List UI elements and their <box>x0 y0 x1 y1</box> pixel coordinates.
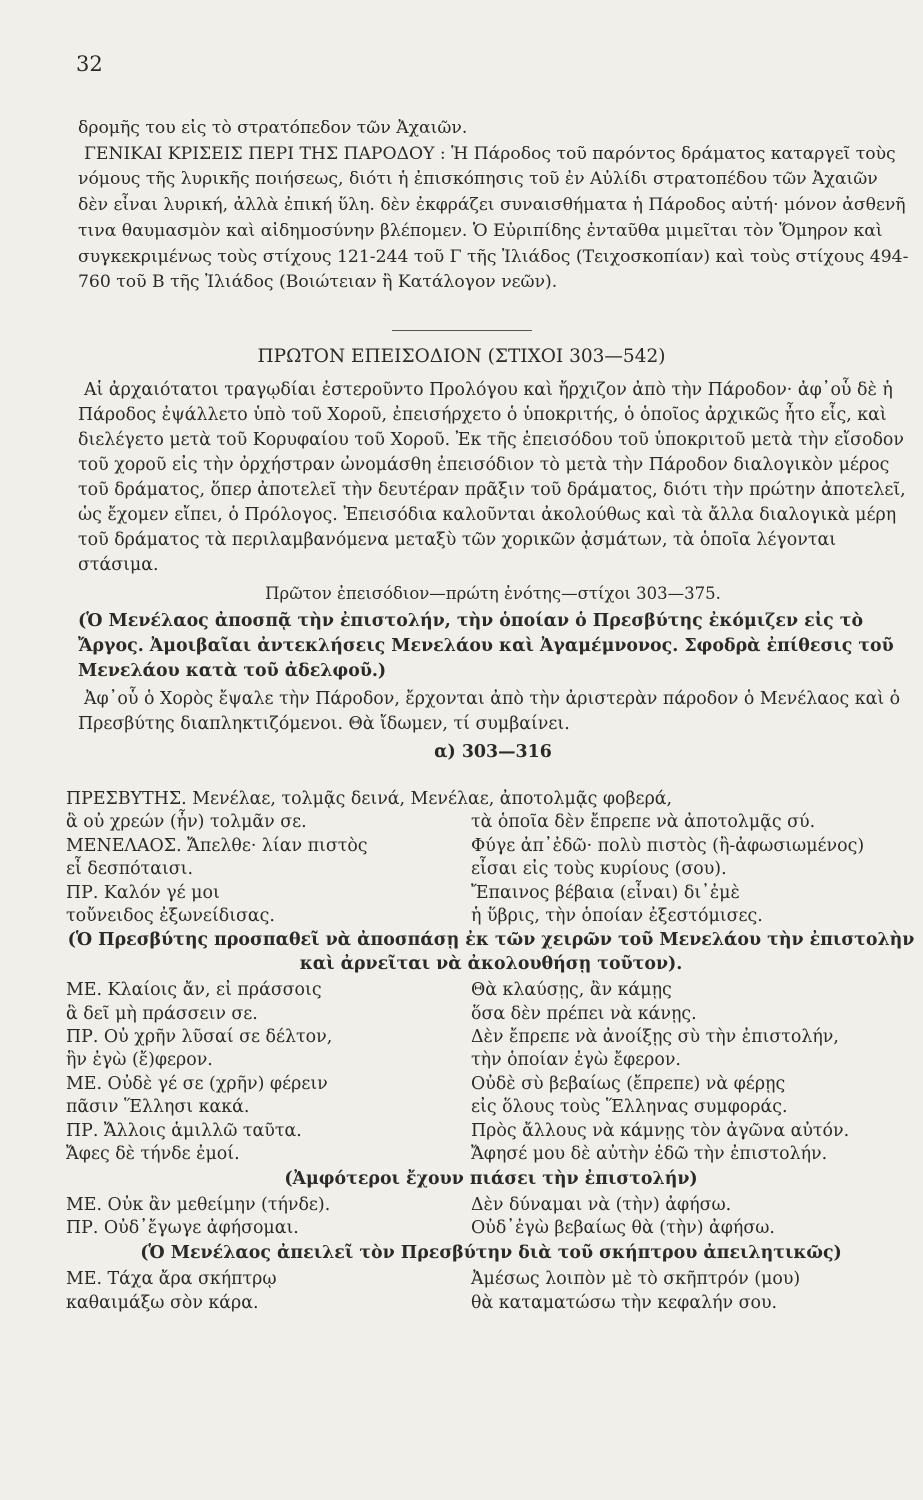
ancient-text: ΠΡ. Καλόν γέ μοι <box>66 882 220 903</box>
modern-translation: εἰς ὅλους τοὺς Ἕλληνας συμφοράς. <box>471 1097 788 1118</box>
intro-section <box>78 116 910 296</box>
modern-translation: ἡ ὕβρις, τὴν ὁποίαν ἐξεστόμισες. <box>471 906 763 927</box>
ancient-text: Ἄφες δὲ τήνδε ἐμοί. <box>66 1144 240 1165</box>
ancient-text: ἃ δεῖ μὴ πράσσειν σε. <box>66 1003 258 1024</box>
stage-direction: (Ὁ Μενέλαος ἀπειλεῖ τὸν Πρεσβύτην διὰ τοῦ σκήπτρου ἀπειλητικῶς) <box>140 1242 842 1263</box>
ancient-text: ΜΕ. Τάχα ἄρα σκήπτρῳ <box>66 1269 277 1290</box>
ancient-text: πᾶσιν Ἕλλησι κακά. <box>66 1097 250 1118</box>
modern-translation: Ἔπαινος βέβαια (εἶναι) δι᾽ἐμὲ <box>471 882 740 903</box>
dialogue-line <box>66 811 916 834</box>
dialogue-line <box>66 1096 916 1119</box>
ancient-text: εἶ δεσπόταισι. <box>66 859 194 880</box>
modern-translation: Οὐδ᾽ἐγὼ βεβαίως θὰ (τὴν) ἀφήσω. <box>471 1218 775 1239</box>
modern-translation: εἶσαι εἰς τοὺς κυρίους (σου). <box>471 859 727 880</box>
stage-direction: (Ὁ Πρεσβύτης προσπαθεῖ νὰ ἀποσπάσῃ ἐκ τῶν χειρῶν τοῦ Μενελάου τὴν ἐπιστολὴν καὶ ἀρνεῖται νὰ ἀκολουθήσῃ τοῦτον). <box>67 930 915 974</box>
page-number: 32 <box>76 52 103 76</box>
modern-translation: Οὐδὲ σὺ βεβαίως (ἔπρεπε) νὰ φέρῃς <box>471 1073 786 1094</box>
dialogue-line <box>66 979 916 1002</box>
episode-intro-paragraph: Αἱ ἀρχαιότατοι τραγῳδίαι ἐστεροῦντο Προλόγου καὶ ἤρχιζον ἀπὸ τὴν Πάροδον· ἀφ᾽οὗ δὲ ἡ Πάροδος ἐψάλλετο ὑπὸ τοῦ Χοροῦ, ἐπεισήρχετο ὁ ὑποκριτής, ὁ ὁποῖος ἀρχικῶς ἦτο εἷς, καὶ διελέγετο μετὰ τοῦ Κορυφαίου τοῦ Χοροῦ. Ἐκ τῆς ἐπεισόδου τοῦ ὑποκριτοῦ μετὰ τὴν εἴσοδον τοῦ χοροῦ εἰς τὴν ὀρχήστραν ὠνομάσθη ἐπεισόδιον τὸ μετὰ τὴν Πάροδον διαλογικὸν μέρος τοῦ δράματος, ὅπερ ἀποτελεῖ τὴν δευτέραν πρᾶξιν τοῦ δράματος, διότι τὴν πρώτην ἀποτελεῖ, ὡς ἔχομεν εἴπει, ὁ Πρόλογος. Ἐπεισόδια καλοῦνται ἀκολούθως καὶ τὰ ἄλλα διαλογικὰ μέρη τοῦ δράματος τὰ περιλαμβανόμενα μεταξὺ τῶν χορικῶν ᾀσμάτων, τὰ ὁποῖα λέγονται στάσιμα. <box>78 380 906 575</box>
ancient-text: ΜΕ. Οὐδὲ γέ σε (χρῆν) φέρειν <box>66 1073 328 1094</box>
dialogue-line <box>66 1143 916 1166</box>
ancient-text: ἣν ἐγὼ (ἔ)φερον. <box>66 1050 213 1071</box>
ancient-text: ΜΕ. Οὐκ ἂν μεθείμην (τήνδε). <box>66 1194 331 1215</box>
ancient-text: ΜΕΝΕΛΑΟΣ. Ἄπελθε· λίαν πιστὸς <box>66 835 368 856</box>
dialogue-line <box>66 835 916 858</box>
episode-title: ΠΡΩΤΟΝ ΕΠΕΙΣΟΔΙΟΝ (ΣΤΙΧΟΙ 303—542) <box>257 346 666 367</box>
modern-translation: τὴν ὁποίαν ἐγὼ ἔφερον. <box>471 1050 681 1071</box>
dialogue-section <box>66 788 916 1315</box>
episode-body <box>78 378 908 768</box>
modern-translation: Φύγε ἀπ᾽ἐδῶ· πολὺ πιστὸς (ἢ-ἀφωσιωμένος) <box>471 835 865 856</box>
ancient-text: καθαιμάξω σὸν κάρα. <box>66 1292 259 1313</box>
ancient-text: ΠΡ. Οὐ χρῆν λῦσαί σε δέλτον, <box>66 1027 333 1048</box>
modern-translation: Θὰ κλαύσῃς, ἂν κάμῃς <box>471 980 672 1001</box>
ancient-text: ΠΡ. Οὐδ᾽ἔγωγε ἀφήσομαι. <box>66 1218 299 1239</box>
ancient-text: ἃ οὐ χρεών (ἦν) τολμᾶν σε. <box>66 812 307 833</box>
section-divider <box>392 330 532 331</box>
modern-translation: Δὲν δύναμαι νὰ (τὴν) ἀφήσω. <box>471 1194 732 1215</box>
dialogue-line <box>66 1120 916 1143</box>
modern-translation: Πρὸς ἄλλους νὰ κάμνῃς τὸν ἀγῶνα αὐτόν. <box>471 1120 850 1141</box>
dialogue-line <box>66 858 916 881</box>
modern-translation: Ἄφησέ μου δὲ αὐτὴν ἐδῶ τὴν ἐπιστολήν. <box>471 1144 828 1165</box>
summary-paragraph: (Ὁ Μενέλαος ἀποσπᾷ τὴν ἐπιστολήν, τὴν ὁποίαν ὁ Πρεσβύτης ἐκόμιζεν εἰς τὸ Ἄργος. Ἀμοιβαῖαι ἀντεκλήσεις Μενελάου καὶ Ἀγαμέμνονος. Σφοδρὰ ἐπίθεσις τοῦ Μενελάου κατὰ τοῦ ἀδελφοῦ.) <box>78 611 894 681</box>
episode-subheading: Πρῶτον ἐπεισόδιον—πρώτη ἑνότης—στίχοι 303—375. <box>265 584 721 603</box>
modern-translation: Δὲν ἔπρεπε νὰ ἀνοίξῃς σὺ τὴν ἐπιστολήν, <box>471 1027 839 1048</box>
ancient-text: τοὔνειδος ἐξωνείδισας. <box>66 906 275 927</box>
dialogue-line <box>66 1268 916 1291</box>
modern-translation: θὰ καταματώσω τὴν κεφαλήν σου. <box>471 1292 778 1313</box>
narration-paragraph: Ἀφ᾽οὗ ὁ Χορὸς ἔψαλε τὴν Πάροδον, ἔρχονται ἀπὸ τὴν ἀριστερὰν πάροδον ὁ Μενέλαος καὶ ὁ Πρεσβύτης διαπληκτιζόμενοι. Θὰ ἴδωμεν, τί συμβαίνει. <box>78 689 901 734</box>
stage-direction: (Ἀμφότεροι ἔχουν πιάσει τὴν ἐπιστολήν) <box>284 1168 698 1189</box>
dialogue-line <box>66 1217 916 1240</box>
dialogue-line <box>66 1194 916 1217</box>
ancient-text: ΠΡ. Ἄλλοις ἁμιλλῶ ταῦτα. <box>66 1120 302 1141</box>
dialogue-line <box>66 905 916 928</box>
dialogue-line: ΠΡΕΣΒΥΤΗΣ. Μενέλαε, τολμᾷς δεινά, Μενέλαε, ἀποτολμᾷς φοβερά, <box>66 789 673 809</box>
general-criticism-paragraph: ΓΕΝΙΚΑΙ ΚΡΙΣΕΙΣ ΠΕΡΙ ΤΗΣ ΠΑΡΟΔΟΥ : Ἡ Πάροδος τοῦ παρόντος δράματος καταργεῖ τοὺς νόμους τῆς λυρικῆς ποιήσεως, διότι ἡ ἐπισκόπησις τοῦ ἐν Αὐλίδι στρατοπέδου τῶν Ἀχαιῶν δὲν εἶναι λυρική, ἀλλὰ ἐπική ὕλη. δὲν ἐκφράζει συναισθήματα ἡ Πάροδος αὐτή· μόνον ἀσθενῆ τινα θαυμασμὸν καὶ αἰδημοσύνην βλέπομεν. Ὁ Εὐριπίδης ἐνταῦθα μιμεῖται τὸν Ὅμηρον καὶ συγκεκριμένως τοὺς στίχους 121-244 τοῦ Γ τῆς Ἰλιάδος (Τειχοσκοπίαν) καὶ τοὺς στίχους 494-760 τοῦ Β τῆς Ἰλιάδος (Βοιώτειαν ἢ Κατάλογον νεῶν). <box>78 143 909 293</box>
ancient-text: ΜΕ. Κλαίοις ἄν, εἰ πράσσοις <box>66 980 322 1001</box>
dialogue-line <box>66 1292 916 1315</box>
modern-translation: τὰ ὁποῖα δὲν ἔπρεπε νὰ ἀποτολμᾷς σύ. <box>471 812 816 833</box>
modern-translation: Ἀμέσως λοιπὸν μὲ τὸ σκῆπτρόν (μου) <box>471 1269 801 1290</box>
dialogue-line <box>66 882 916 905</box>
dialogue-line <box>66 1073 916 1096</box>
verse-range-heading: α) 303—316 <box>434 742 552 762</box>
modern-translation: ὅσα δὲν πρέπει νὰ κάνῃς. <box>471 1003 697 1024</box>
intro-line: δρομῆς του εἰς τὸ στρατόπεδον τῶν Ἀχαιῶν. <box>78 118 468 138</box>
dialogue-line <box>66 1026 916 1049</box>
dialogue-line <box>66 1049 916 1072</box>
dialogue-line <box>66 1003 916 1026</box>
